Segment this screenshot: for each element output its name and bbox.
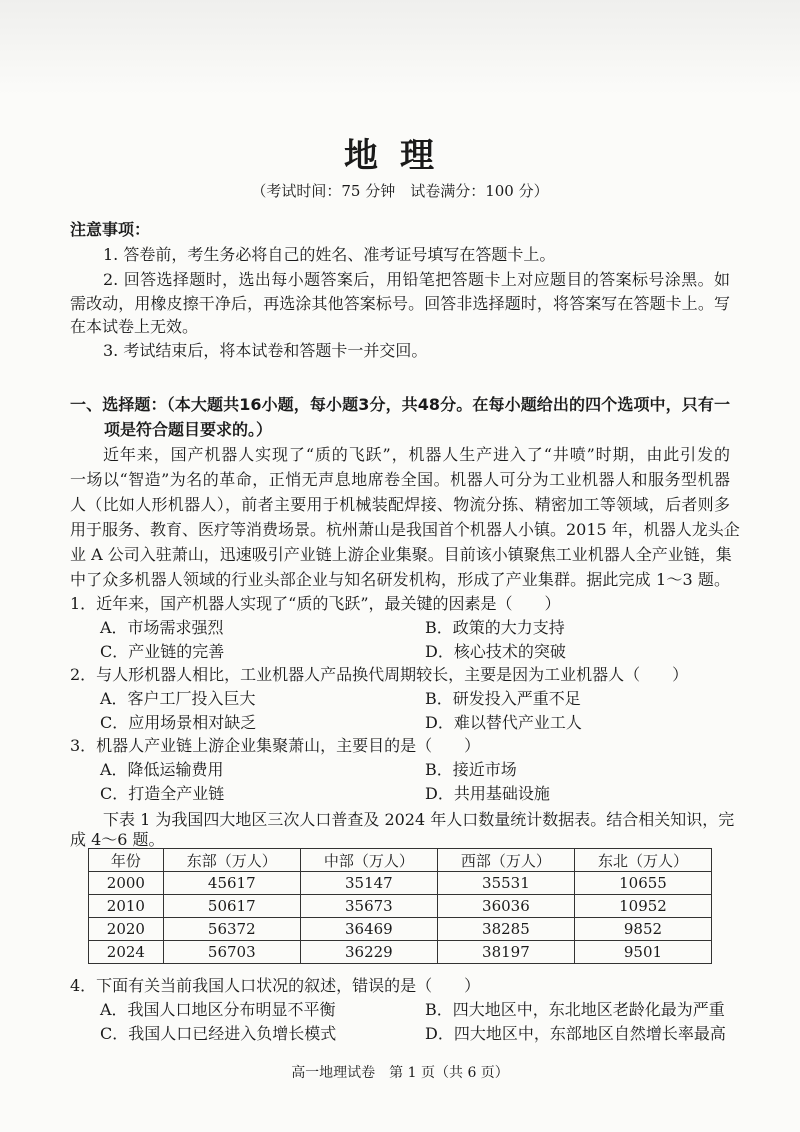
table-cell: 38197 [437, 941, 574, 964]
passage-line: 一场以“智造”为名的革命，正悄无声息地席卷全国。机器人可分为工业机器人和服务型机器 [70, 470, 730, 489]
table-cell: 9852 [574, 918, 711, 941]
q4-option-d: D．四大地区中，东部地区自然增长率最高 [425, 1024, 726, 1043]
q3-option-c: C．打造全产业链 [100, 784, 225, 803]
page-title: 地理 [344, 136, 456, 176]
table-row [89, 941, 712, 964]
q1-option-a: A．市场需求强烈 [100, 618, 224, 637]
table-cell: 35673 [300, 895, 437, 918]
table-cell: 36036 [437, 895, 574, 918]
note-line: 1. 答卷前，考生务必将自己的姓名、准考证号填写在答题卡上。 [103, 245, 556, 264]
q4-option-a: A．我国人口地区分布明显不平衡 [100, 1000, 336, 1019]
note-line: 在本试卷上无效。 [70, 317, 199, 336]
q3-option-d: D．共用基础设施 [425, 784, 550, 803]
question-3-stem: 3．机器人产业链上游企业集聚萧山，主要目的是（ ） [70, 736, 481, 755]
table-cell: 38285 [437, 918, 574, 941]
q2-option-b: B．研发投入严重不足 [425, 689, 581, 708]
table-cell: 45617 [163, 872, 300, 895]
note-line: 3. 考试结束后，将本试卷和答题卡一并交回。 [103, 341, 428, 360]
q4-option-c: C．我国人口已经进入负增长模式 [100, 1024, 337, 1043]
page-footer: 高一地理试卷 第 1 页（共 6 页） [291, 1065, 509, 1081]
table-cell: 36229 [300, 941, 437, 964]
population-table [88, 848, 712, 964]
table-header-row [89, 849, 712, 872]
table-cell: 56703 [163, 941, 300, 964]
header-cell: 东北（万人） [574, 849, 711, 872]
q1-option-d: D．核心技术的突破 [425, 642, 566, 661]
passage-line: 中了众多机器人领域的行业头部企业与知名研发机构，形成了产业集群。据此完成 1～3 题。 [70, 570, 730, 589]
q3-option-b: B．接近市场 [425, 760, 517, 779]
table-row [89, 872, 712, 895]
table-cell: 2020 [89, 918, 164, 941]
notes-heading: 注意事项： [70, 220, 151, 239]
table-cell: 35147 [300, 872, 437, 895]
q1-option-b: B．政策的大力支持 [425, 618, 565, 637]
q4-option-b: B．四大地区中，东北地区老龄化最为严重 [425, 1000, 725, 1019]
exam-info: （考试时间：75 分钟 试卷满分：100 分） [251, 182, 549, 200]
passage-line: 用于服务、教育、医疗等消费场景。杭州萧山是我国首个机器人小镇。2015 年，机器人龙头企 [70, 520, 740, 539]
q2-option-d: D．难以替代产业工人 [425, 713, 582, 732]
header-cell: 西部（万人） [437, 849, 574, 872]
question-4-stem: 4．下面有关当前我国人口状况的叙述，错误的是（ ） [70, 976, 481, 995]
section-heading-cont: 项是符合题目要求的。） [104, 420, 273, 439]
q3-option-a: A．降低运输费用 [100, 760, 224, 779]
table-cell: 56372 [163, 918, 300, 941]
section-heading: 一、选择题：（本大题共16小题，每小题3分，共48分。在每小题给出的四个选项中，只有一 [70, 395, 730, 414]
table-cell: 2000 [89, 872, 164, 895]
table-row [89, 895, 712, 918]
table-row [89, 918, 712, 941]
header-cell: 东部（万人） [163, 849, 300, 872]
note-line: 需改动，用橡皮擦干净后，再选涂其他答案标号。回答非选择题时，将答案写在答题卡上。写 [70, 294, 730, 313]
table-intro: 下表 1 为我国四大地区三次人口普查及 2024 年人口数量统计数据表。结合相关知识，完 [103, 810, 735, 829]
q2-option-c: C．应用场景相对缺乏 [100, 713, 257, 732]
table-cell: 50617 [163, 895, 300, 918]
header-cell: 中部（万人） [300, 849, 437, 872]
passage-line: 人（比如人形机器人），前者主要用于机械装配焊接、物流分拣、精密加工等领域，后者则多 [70, 495, 730, 514]
question-2-stem: 2．与人形机器人相比，工业机器人产品换代周期较长，主要是因为工业机器人（ ） [70, 665, 689, 684]
header-cell: 年份 [89, 849, 164, 872]
passage-line: 业 A 公司入驻萧山，迅速吸引产业链上游企业集聚。目前该小镇聚焦工业机器人全产业链，集 [70, 545, 732, 564]
table-cell: 10952 [574, 895, 711, 918]
table-cell: 10655 [574, 872, 711, 895]
question-1-stem: 1．近年来，国产机器人实现了“质的飞跃”，最关键的因素是（ ） [70, 594, 561, 613]
scan-shadow [0, 0, 800, 95]
q1-option-c: C．产业链的完善 [100, 642, 225, 661]
table-cell: 2024 [89, 941, 164, 964]
table-cell: 35531 [437, 872, 574, 895]
table-cell: 9501 [574, 941, 711, 964]
passage-line: 近年来，国产机器人实现了“质的飞跃”，机器人生产进入了“井喷”时期，由此引发的 [103, 445, 730, 464]
table-intro-cont: 成 4～6 题。 [70, 830, 165, 849]
table-cell: 36469 [300, 918, 437, 941]
note-line: 2. 回答选择题时，选出每小题答案后，用铅笔把答题卡上对应题目的答案标号涂黑。如 [103, 270, 730, 289]
table-cell: 2010 [89, 895, 164, 918]
q2-option-a: A．客户工厂投入巨大 [100, 689, 256, 708]
